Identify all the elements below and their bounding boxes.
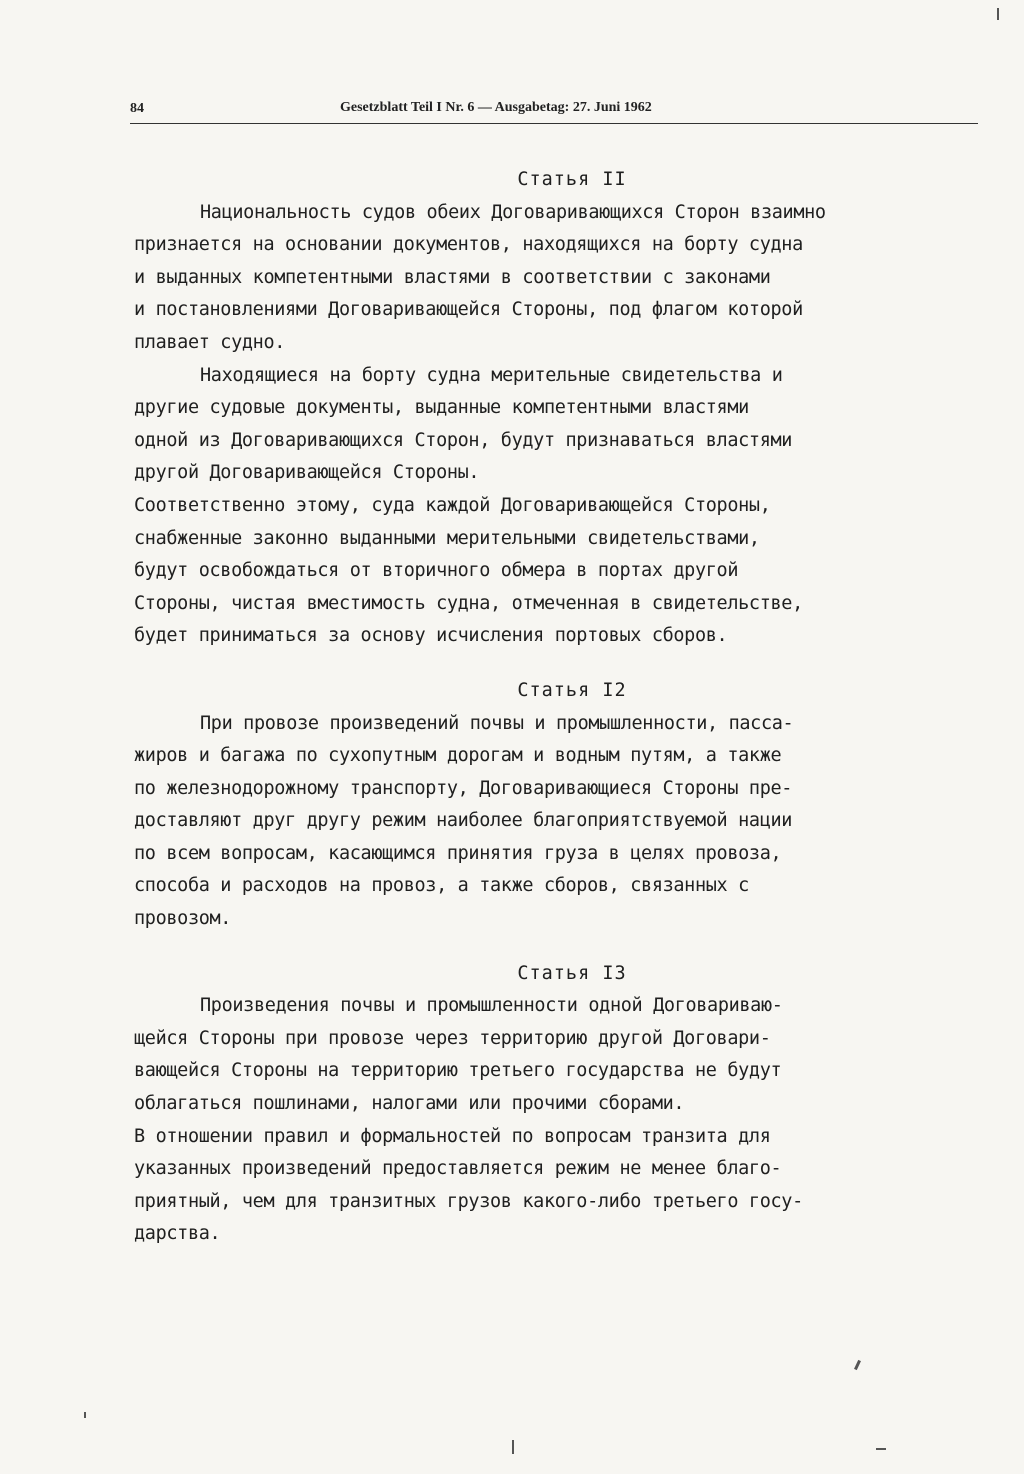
text-line: вающейся Стороны на территорию третьего государства не будут <box>134 1060 782 1082</box>
text-line: В отношении правил и формальностей по вопросам транзита для <box>134 1125 771 1147</box>
text-line: доставляют друг другу режим наиболее благоприятствуемой нации <box>134 810 793 832</box>
text-line: другой Договаривающейся Стороны. <box>134 462 480 484</box>
text-line: и постановлениями Договаривающейся Стороны, под флагом которой <box>134 299 803 321</box>
article-section <box>134 164 970 653</box>
scan-speck <box>512 1440 514 1454</box>
text-line: по всем вопросам, касающимся принятия груза в целях провоза, <box>134 842 782 864</box>
text-line: Национальность судов обеих Договаривающихся Сторон взаимно <box>200 201 826 223</box>
text-line: Находящиеся на борту судна мерительные свидетельства и <box>200 364 783 386</box>
text-line: другие судовые документы, выданные компетентными властями <box>134 397 749 419</box>
text-line: Произведения почвы и промышленности одной Договариваю- <box>200 995 783 1017</box>
text-line: указанных произведений предоставляется режим не менее благо- <box>134 1158 782 1180</box>
text-line: При провозе произведений почвы и промышленности, пасса- <box>200 712 794 734</box>
text-line: провозом. <box>134 908 232 930</box>
text-line: будут освобождаться от вторичного обмера в портах другой <box>134 560 739 582</box>
text-line: Стороны, чистая вместимость судна, отмеченная в свидетельстве, <box>134 592 803 614</box>
text-line: Соответственно этому, суда каждой Договаривающейся Стороны, <box>134 494 771 516</box>
text-line: по железнодорожному транспорту, Договаривающиеся Стороны пре- <box>134 777 793 799</box>
page-number: 84 <box>130 101 144 116</box>
article-heading: Статья II <box>517 169 627 190</box>
article-heading: Статья I2 <box>517 679 627 701</box>
text-line: облагаться пошлинами, налогами или прочими сборами. <box>134 1093 685 1115</box>
text-line: снабженные законно выданными мерительными свидетельствами, <box>134 527 760 549</box>
text-line: одной из Договаривающихся Сторон, будут признаваться властями <box>134 429 793 451</box>
scan-speck <box>84 1412 86 1418</box>
article-section <box>134 675 970 936</box>
text-line: и выданных компетентными властями в соответствии с законами <box>134 266 771 288</box>
text-line: плавает судно. <box>134 331 286 353</box>
document-body <box>134 164 970 1251</box>
header-rule <box>130 123 978 124</box>
text-line: будет приниматься за основу исчисления портовых сборов. <box>134 625 728 647</box>
section-gap <box>134 653 970 675</box>
article-heading: Статья I3 <box>517 962 627 984</box>
scan-speck <box>997 8 999 20</box>
scan-speck <box>854 1360 861 1370</box>
running-header <box>130 98 978 120</box>
gazette-title: Gesetzblatt Teil I Nr. 6 — Ausgabetag: 27. Juni 1962 <box>340 100 652 115</box>
text-line: приятный, чем для транзитных грузов какого-либо третьего госу- <box>134 1190 803 1212</box>
section-gap <box>134 936 970 958</box>
text-line: дарства. <box>134 1223 221 1245</box>
text-line: щейся Стороны при провозе через территорию другой Договари- <box>134 1027 771 1049</box>
article-section <box>134 958 970 1251</box>
text-line: жиров и багажа по сухопутным дорогам и водным путям, а также <box>134 745 782 767</box>
text-line: признается на основании документов, находящихся на борту судна <box>134 234 803 256</box>
scan-speck <box>876 1448 886 1450</box>
text-line: способа и расходов на провоз, а также сборов, связанных с <box>134 875 749 897</box>
